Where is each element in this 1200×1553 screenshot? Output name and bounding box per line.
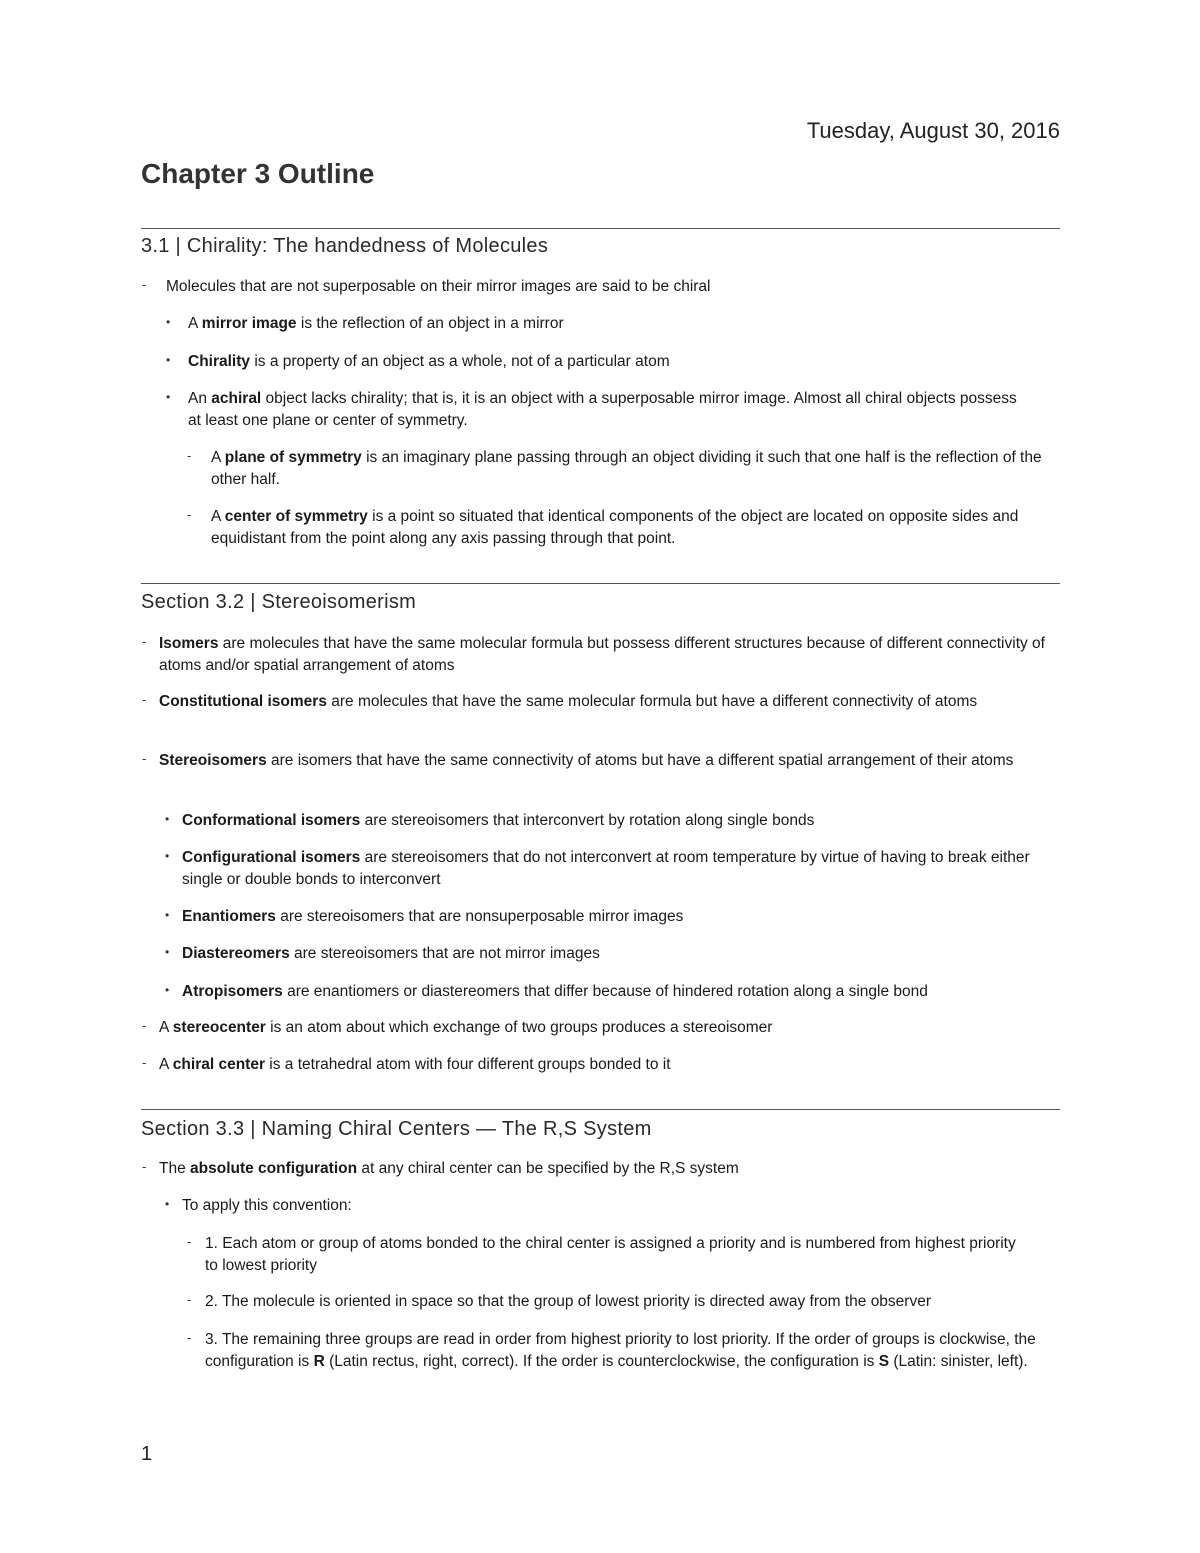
term: mirror image [201,315,297,332]
term: Constitutional isomers [159,693,327,710]
term: Configurational isomers [182,849,361,866]
list-item: - Constitutional isomers are molecules that have the same molecular formula but have a different connectivity of atoms [159,691,1054,713]
page-date: Tuesday, August 30, 2016 [806,118,1060,143]
list-item: • Diastereomers are stereoisomers that are not mirror images [182,943,1054,965]
dash-marker: - [142,751,147,766]
term: stereocenter [172,1019,266,1036]
bullet-marker: • [166,315,171,329]
section-heading-3-3: Section 3.3 | Naming Chiral Centers — The R,S System [141,1118,652,1140]
list-item: - Stereoisomers are isomers that have the same connectivity of atoms but have a different spatial arrangement of their atoms [159,750,1054,772]
section-divider [141,583,1060,584]
page-number: 1 [141,1443,153,1465]
list-item: • Chirality is a property of an object as a whole, not of a particular atom [188,351,1048,373]
list-item: - A center of symmetry is a point so situated that identical components of the object are located on opposite sides and equidistant from the point along any axis passing through that point. [211,506,1056,549]
bullet-marker: • [165,1197,170,1211]
section-heading-3-1: 3.1 | Chirality: The handedness of Molecules [141,235,549,257]
term: Isomers [159,635,219,652]
term: Diastereomers [182,945,290,962]
term: Conformational isomers [182,812,361,829]
term: S [878,1352,890,1370]
list-item: • Conformational isomers are stereoisomers that interconvert by rotation along single bonds [182,810,1054,832]
term: chiral center [172,1056,265,1073]
list-item: • A mirror image is the reflection of an object in a mirror [188,313,1048,335]
list-item: • Configurational isomers are stereoisomers that do not interconvert at room temperature by virtue of having to break either single or double bonds to interconvert [182,847,1054,890]
term: plane of symmetry [224,449,362,466]
list-item: - Isomers are molecules that have the same molecular formula but possess different structures because of different connectivity of atoms and/or spatial arrangement of atoms [159,633,1054,676]
term: center of symmetry [224,508,368,525]
dash-marker: - [187,1292,192,1307]
term: Atropisomers [182,983,283,1000]
term: absolute configuration [190,1160,358,1177]
list-item: - Molecules that are not superposable on their mirror images are said to be chiral [166,276,1046,298]
list-item: - The absolute configuration at any chiral center can be specified by the R,S system [159,1158,1054,1180]
term: achiral [211,390,262,407]
list-item: - 3. The remaining three groups are read in order from highest priority to lost priority. If the order of groups is clockwise, the configuration is R (Latin rectus, right, correct). If the order is counterclockwise, the configuration is S (Latin: sinister, left). [205,1329,1045,1372]
term: Chirality [188,353,251,370]
list-item: • To apply this convention: [182,1195,1054,1217]
list-item: • An achiral object lacks chirality; that is, it is an object with a superposable mirror image. Almost all chiral objects possess at least one plane or center of symmetry. [188,388,1018,431]
bullet-marker: • [165,849,170,863]
list-item: - A plane of symmetry is an imaginary plane passing through an object dividing it such that one half is the reflection of the other half. [211,447,1056,490]
bullet-marker: • [166,390,171,404]
list-item: • Atropisomers are enantiomers or diastereomers that differ because of hindered rotation along a single bond [182,981,1054,1003]
dash-marker: - [142,1159,147,1174]
section-divider [141,228,1060,229]
bullet-marker: • [165,945,170,959]
section-divider [141,1109,1060,1110]
term: R [313,1352,325,1370]
dash-marker: - [142,634,147,649]
dash-marker: - [142,1055,147,1070]
dash-marker: - [142,277,147,292]
term: Stereoisomers [159,752,267,769]
dash-marker: - [142,692,147,707]
bullet-marker: • [165,983,170,997]
page-title: Chapter 3 Outline [141,158,375,189]
list-item: - 2. The molecule is oriented in space so that the group of lowest priority is directed away from the observer [205,1291,1055,1313]
dash-marker: - [142,1018,147,1033]
bullet-marker: • [165,908,170,922]
dash-marker: - [187,448,192,463]
section-heading-3-2: Section 3.2 | Stereoisomerism [141,591,417,613]
dash-marker: - [187,1234,192,1249]
term: Enantiomers [182,908,276,925]
list-item: - A chiral center is a tetrahedral atom with four different groups bonded to it [159,1054,1054,1076]
list-item: - 1. Each atom or group of atoms bonded to the chiral center is assigned a priority and is numbered from highest priority to lowest priority [205,1233,1025,1276]
dash-marker: - [187,507,192,522]
bullet-marker: • [165,812,170,826]
dash-marker: - [187,1330,192,1345]
bullet-marker: • [166,353,171,367]
list-item: - A stereocenter is an atom about which exchange of two groups produces a stereoisomer [159,1017,1054,1039]
list-item: • Enantiomers are stereoisomers that are nonsuperposable mirror images [182,906,1054,928]
